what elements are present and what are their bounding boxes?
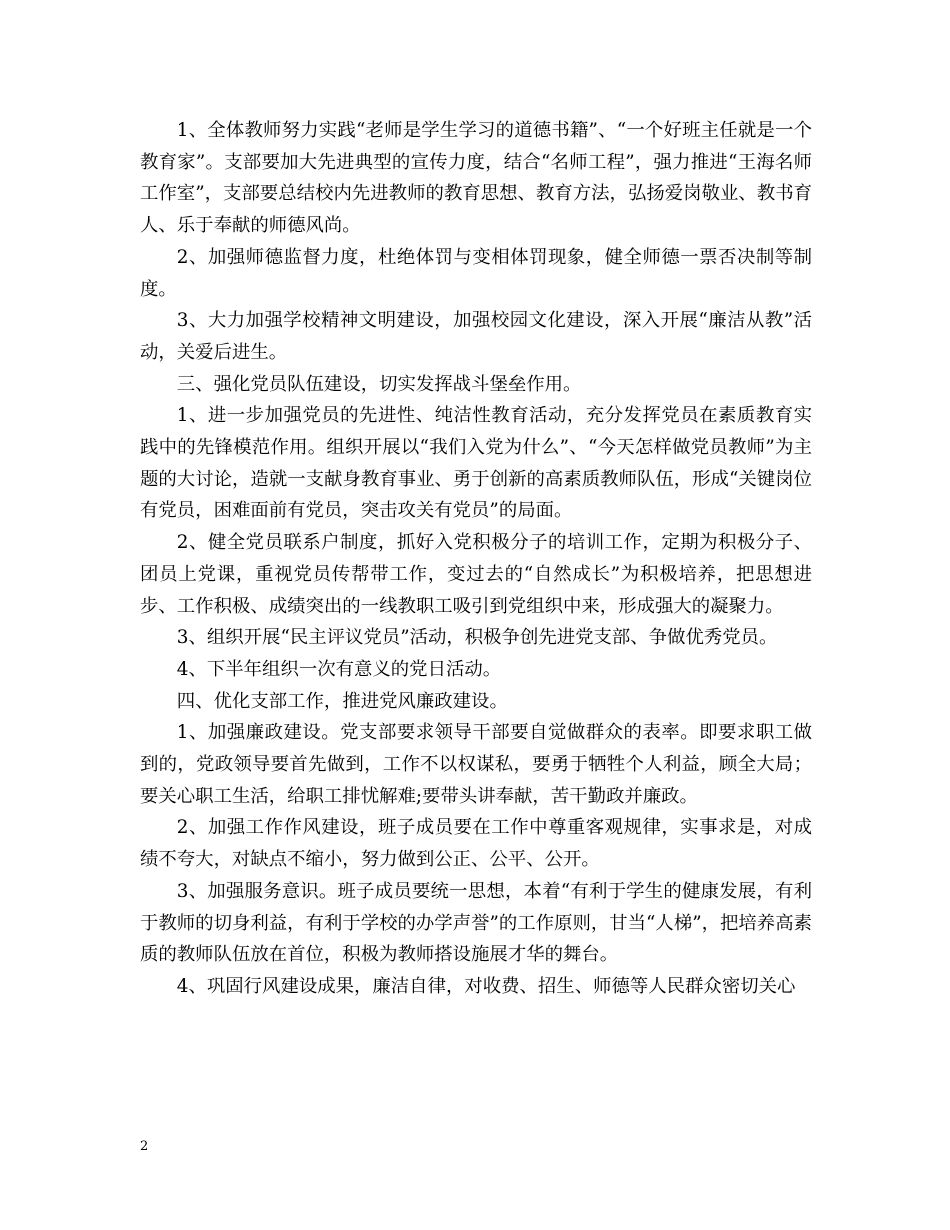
document-body [140, 115, 812, 1003]
paragraph-2: 2、加强师德监督力度，杜绝体罚与变相体罚现象，健全师德一票否决制等制度。 [140, 246, 812, 300]
section-heading-3: 三、强化党员队伍建设，切实发挥战斗堡垒作用。 [176, 373, 582, 395]
paragraph-8: 1、加强廉政建设。党支部要求领导干部要自觉做群众的表率。即要求职工做到的，党政领导要首先做到，工作不以权谋私，要勇于牺牲个人利益，顾全大局；要关心职工生活，给职工排忧解难;要带头讲奉献，苦干勤政并廉政。 [140, 722, 812, 807]
paragraph-9: 2、加强工作作风建设，班子成员要在工作中尊重客观规律，实事求是，对成绩不夸大，对缺点不缩小，努力做到公正、公平、公开。 [140, 817, 812, 871]
paragraph-3: 3、大力加强学校精神文明建设，加强校园文化建设，深入开展“廉洁从教”活动，关爱后进生。 [140, 310, 812, 363]
paragraph-6: 3、组织开展“民主评议党员”活动，积极争创先进党支部、争做优秀党员。 [176, 627, 778, 649]
paragraph-5: 2、健全党员联系户制度，抓好入党积极分子的培训工作，定期为积极分子、团员上党课，重视党员传帮带工作，变过去的“自然成长”为积极培养，把思想进步、工作积极、成绩突出的一线教职工吸引到党组织中来，形成强大的凝聚力。 [140, 532, 812, 617]
paragraph-11: 4、巩固行风建设成果，廉洁自律，对收费、招生、师德等人民群众密切关心 [176, 975, 796, 997]
page-number: 2 [140, 1139, 149, 1154]
paragraph-7: 4、下半年组织一次有意义的党日活动。 [176, 658, 502, 680]
paragraph-1: 1、全体教师努力实践“老师是学生学习的道德书籍”、“一个好班主任就是一个教育家”。支部要加大先进典型的宣传力度，结合“名师工程”，强力推进“王海名师工作室”，支部要总结校内先进教师的教育思想、教育方法，弘扬爱岗敬业、教书育人、乐于奉献的师德风尚。 [140, 120, 812, 237]
paragraph-4: 1、进一步加强党员的先进性、纯洁性教育活动，充分发挥党员在素质教育实践中的先锋模范作用。组织开展以“我们入党为什么”、“今天怎样做党员教师”为主题的大讨论，造就一支献身教育事业、勇于创新的高素质教师队伍，形成“关键岗位有党员，困难面前有党员，突击攻关有党员”的局面。 [140, 405, 812, 522]
section-heading-4: 四、优化支部工作，推进党风廉政建设。 [176, 690, 508, 712]
paragraph-10: 3、加强服务意识。班子成员要统一思想，本着“有利于学生的健康发展，有利于教师的切身利益，有利于学校的办学声誉”的工作原则，甘当“人梯”，把培养高素质的教师队伍放在首位，积极为教师搭设施展才华的舞台。 [140, 880, 812, 966]
